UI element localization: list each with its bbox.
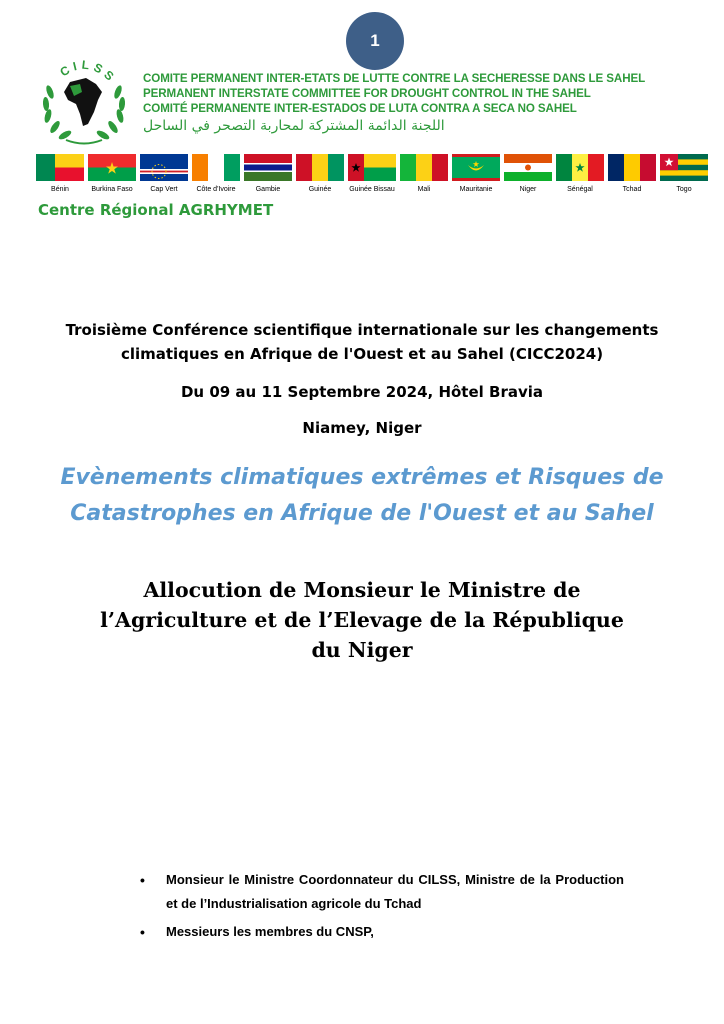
- salutation-list: [140, 868, 624, 948]
- list-item: • Monsieur le Ministre Coordonnateur du CILSS, Ministre de la Production et de l’Industrialisation agricole du Tchad: [140, 868, 624, 916]
- speech-title-line: l’Agriculture et de l’Elevage de la République: [100, 608, 624, 632]
- theme-line: Evènements climatiques extrêmes et Risques de: [60, 465, 664, 490]
- cilss-logo: [36, 52, 132, 148]
- flag-cote-divoire: [192, 154, 240, 181]
- country-label: Cap Vert: [150, 186, 178, 193]
- flag-burkina-faso: [88, 154, 136, 181]
- conference-theme: [50, 460, 674, 532]
- org-name-ar: اللجنة الدائمة المشتركة لمحاربة التصحر في الساحل: [143, 118, 445, 134]
- org-name-fr: COMITE PERMANENT INTER-ETATS DE LUTTE CONTRE LA SECHERESSE DANS LE SAHEL: [143, 72, 646, 85]
- country-label: Tchad: [622, 186, 642, 193]
- speech-title-line: du Niger: [311, 638, 413, 662]
- org-name-en: PERMANENT INTERSTATE COMMITTEE FOR DROUGHT CONTROL IN THE SAHEL: [143, 87, 591, 100]
- country-label: Niger: [519, 186, 537, 193]
- centre-name: Centre Régional AGRHYMET: [38, 201, 274, 219]
- flag-tchad: [608, 154, 656, 181]
- org-name-pt: COMITÉ PERMANENTE INTER-ESTADOS DE LUTA CONTRA A SECA NO SAHEL: [143, 102, 577, 115]
- flag-mauritanie: [452, 154, 500, 181]
- organization-names: [143, 71, 703, 135]
- theme-line: Catastrophes en Afrique de l'Ouest et au Sahel: [70, 501, 654, 526]
- country-label: Sénégal: [567, 186, 593, 193]
- flag-senegal: [556, 154, 604, 181]
- speech-title: [90, 575, 634, 665]
- member-flags: [36, 154, 710, 184]
- conference-title: [60, 318, 664, 366]
- flag-cap-vert: [140, 154, 188, 181]
- country-label: Bénin: [51, 186, 69, 193]
- flag-togo: [660, 154, 708, 181]
- conference-title-line: Troisième Conférence scientifique internationale sur les changements: [65, 321, 659, 339]
- country-label: Gambie: [255, 186, 281, 193]
- speech-title-line: Allocution de Monsieur le Ministre de: [143, 578, 581, 602]
- flag-mali: [400, 154, 448, 181]
- conference-dates: Du 09 au 11 Septembre 2024, Hôtel Bravia: [180, 383, 543, 401]
- country-label: Guinée: [308, 186, 332, 193]
- flag-niger: [504, 154, 552, 181]
- flag-benin: [36, 154, 84, 181]
- country-label: Burkina Faso: [91, 186, 133, 193]
- page-number: 1: [370, 31, 380, 50]
- country-label: Togo: [676, 186, 692, 193]
- conference-place: Niamey, Niger: [302, 419, 422, 437]
- flag-guinee-bissau: [348, 154, 396, 181]
- flag-gambie: [244, 154, 292, 181]
- country-label: Mauritanie: [459, 186, 493, 193]
- flag-guinee: [296, 154, 344, 181]
- page-number-badge: [346, 12, 404, 70]
- list-item: • Messieurs les membres du CNSP,: [140, 920, 624, 944]
- country-label: Guinée Bissau: [349, 186, 395, 193]
- conference-title-line: climatiques en Afrique de l'Ouest et au Sahel (CICC2024): [120, 345, 604, 363]
- country-label: Mali: [417, 186, 431, 193]
- country-label: Côte d'Ivoire: [196, 186, 236, 193]
- logo-text: CILSS: [57, 57, 120, 87]
